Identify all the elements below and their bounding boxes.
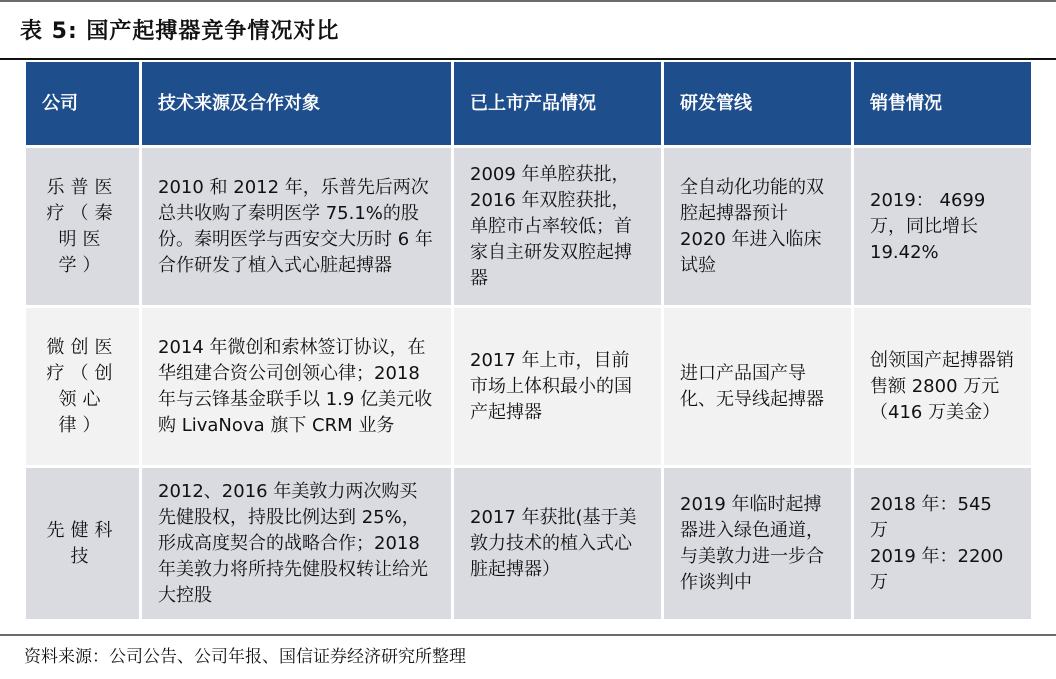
- title-rule: [0, 58, 1056, 60]
- row1-company: 乐普医疗（秦明医学）: [26, 148, 142, 308]
- title-bar: [0, 0, 1056, 56]
- row2-products: 2017 年上市，目前市场上体积最小的国产起搏器: [454, 308, 664, 468]
- row1-tech: 2010 和 2012 年，乐普先后两次总共收购了秦明医学 75.1%的股份。秦明医学与西安交大历时 6 年合作研发了植入式心脏起搏器: [142, 148, 454, 308]
- row1-sales: 2019： 4699 万，同比增长 19.42%: [854, 148, 1034, 308]
- row1-pipeline: 全自动化功能的双腔起搏器预计 2020 年进入临床试验: [664, 148, 854, 308]
- row2-tech: 2014 年微创和索林签订协议，在华组建合资公司创领心律；2018 年与云锋基金联手以 1.9 亿美元收购 LivaNova 旗下 CRM 业务: [142, 308, 454, 468]
- row2-company: 微创医疗（创领心律）: [26, 308, 142, 468]
- source-rule: [0, 634, 1056, 636]
- row1-products: 2009 年单腔获批，2016 年双腔获批，单腔市占率较低；首家自主研发双腔起搏器: [454, 148, 664, 308]
- row2-sales: 创领国产起搏器销售额 2800 万元（416 万美金）: [854, 308, 1034, 468]
- row3-pipeline: 2019 年临时起搏器进入绿色通道，与美敦力进一步合作谈判中: [664, 468, 854, 622]
- table-title: 表 5: 国产起搏器竞争情况对比: [20, 19, 340, 44]
- row3-company: 先健科技: [26, 468, 142, 622]
- row2-pipeline: 进口产品国产导化、无导线起搏器: [664, 308, 854, 468]
- row3-tech: 2012、2016 年美敦力两次购买先健股权，持股比例达到 25%，形成高度契合的战略合作；2018 年美敦力将所持先健股权转让给光大控股: [142, 468, 454, 622]
- header-tech-source: 技术来源及合作对象: [142, 62, 454, 148]
- row3-sales: 2018 年：545 万 2019 年：2200 万: [854, 468, 1034, 622]
- header-pipeline: 研发管线: [664, 62, 854, 148]
- header-products: 已上市产品情况: [454, 62, 664, 148]
- header-company: 公司: [26, 62, 142, 148]
- row3-products: 2017 年获批(基于美敦力技术的植入式心脏起搏器）: [454, 468, 664, 622]
- comparison-table: [26, 62, 1034, 622]
- source-note: 资料来源：公司公告、公司年报、国信证券经济研究所整理: [24, 647, 466, 667]
- header-sales: 销售情况: [854, 62, 1034, 148]
